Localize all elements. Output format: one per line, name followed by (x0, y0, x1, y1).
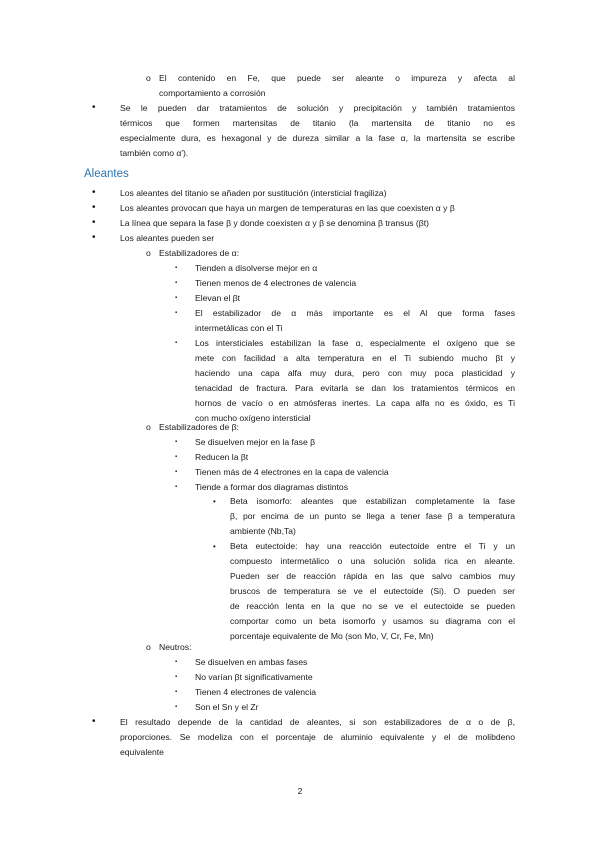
treatments-line: térmicos que formen martensitas de titanio (la martensita de titanio no es (120, 118, 515, 128)
circle-marker: o (146, 248, 151, 258)
list-item: comportar como un beta isomorfo y usamos su diagrama con el (230, 616, 515, 626)
list-item: Los aleantes pueden ser (120, 233, 215, 243)
square-marker: ▪ (175, 265, 178, 271)
list-item: Son el Sn y el Zr (195, 702, 259, 712)
treatments-line: Se le pueden dar tratamientos de solución y precipitación y también tratamientos (120, 103, 515, 113)
square-marker: ▪ (175, 659, 178, 665)
list-item: Pueden ser de reacción rápida en las que salvo cambios muy (230, 571, 515, 581)
list-item: mete con facilidad a alta temperatura en el Ti subiendo mucho βt y (195, 353, 515, 363)
list-item: Se disuelven en ambas fases (195, 657, 308, 667)
list-item: Se disuelven mejor en la fase β (195, 437, 316, 447)
page-number: 2 (297, 786, 303, 796)
bullet-marker: • (213, 542, 216, 551)
list-item: Tienen menos de 4 electrones de valencia (195, 278, 357, 288)
treatments-line: especialmente dura, es hexagonal y de dureza similar a la fase α, la martensita se escribe (120, 133, 515, 143)
list-item: Los intersticiales estabilizan la fase α, especialmente el oxígeno que se (195, 338, 515, 348)
square-marker: ▪ (175, 469, 178, 475)
conclusion-line: proporciones. Se modeliza con el porcentaje de aluminio equivalente y el de molibdeno (120, 732, 515, 742)
square-marker: ▪ (175, 689, 178, 695)
bullet-marker: • (92, 232, 96, 243)
list-item: de reacción lenta en la que no se ve el eutectoide se pueden (230, 601, 515, 611)
section-heading: Aleantes (84, 168, 129, 180)
bullet-marker: • (213, 497, 216, 506)
alpha-stabilizers-title: Estabilizadores de α: (159, 248, 239, 258)
bullet-marker: • (92, 187, 96, 198)
conclusion-line: El resultado depende de la cantidad de aleantes, si son estabilizadores de α o de β, (120, 717, 515, 727)
fe-item-line: El contenido en Fe, que puede ser aleante o impureza y afecta al (159, 73, 515, 83)
list-item: porcentaje equivalente de Mo (son Mo, V, Cr, Fe, Mn) (230, 631, 434, 641)
neutral-title: Neutros: (159, 642, 192, 652)
square-marker: ▪ (175, 280, 178, 286)
square-marker: ▪ (175, 704, 178, 710)
circle-marker: o (146, 73, 151, 83)
square-marker: ▪ (175, 340, 178, 346)
list-item: No varían βt significativamente (195, 672, 313, 682)
circle-marker: o (146, 642, 151, 652)
conclusion-line: equivalente (120, 747, 164, 757)
list-item: Los aleantes del titanio se añaden por sustitución (intersticial fragiliza) (120, 188, 387, 198)
bullet-marker: • (92, 716, 96, 727)
list-item: Tienen más de 4 electrones en la capa de valencia (195, 467, 389, 477)
list-item: compuesto intermetálico o una solución solida rica en aleante. (230, 556, 515, 566)
list-item: β, por encima de un punto se llega a tener fase β a temperatura (230, 511, 515, 521)
bullet-marker: • (92, 217, 96, 228)
beta-stabilizers-title: Estabilizadores de β: (159, 422, 239, 432)
list-item: ambiente (Nb,Ta) (230, 526, 296, 536)
bullet-marker: • (92, 202, 96, 213)
list-item: Beta eutectoide: hay una reacción eutectoide entre el Ti y un (230, 541, 515, 551)
list-item: Tienden a disolverse mejor en α (195, 263, 318, 273)
treatments-line: también como α′). (120, 148, 189, 158)
list-item: bruscos de temperatura se ve el eutectoide (Si). O pueden ser (230, 586, 515, 596)
square-marker: ▪ (175, 674, 178, 680)
list-item: Tienen 4 electrones de valencia (195, 687, 317, 697)
fe-item-line: comportamiento a corrosión (159, 88, 266, 98)
circle-marker: o (146, 422, 151, 432)
list-item: Tiende a formar dos diagramas distintos (195, 482, 349, 492)
square-marker: ▪ (175, 454, 178, 460)
list-item: La línea que separa la fase β y donde coexisten α y β se denomina β transus (βt) (120, 218, 429, 228)
list-item: intermetálicas con el Ti (195, 323, 283, 333)
list-item: Los aleantes provocan que haya un margen de temperaturas en las que coexisten α y β (120, 203, 455, 213)
square-marker: ▪ (175, 295, 178, 301)
bullet-marker: • (92, 102, 96, 113)
square-marker: ▪ (175, 310, 178, 316)
list-item: con mucho oxígeno intersticial (195, 413, 311, 423)
square-marker: ▪ (175, 439, 178, 445)
list-item: tenacidad de fractura. Para evitarla se dan los tratamientos térmicos en (195, 383, 515, 393)
list-item: El estabilizador de α más importante es el Al que forma fases (195, 308, 515, 318)
list-item: haciendo una capa alfa muy dura, pero con muy poca plasticidad y (195, 368, 515, 378)
list-item: hornos de vacío o en atmósferas inertes. La capa alfa no es óxido, es Ti (195, 398, 515, 408)
list-item: Elevan el βt (195, 293, 241, 303)
list-item: Beta isomorfo: aleantes que estabilizan completamente la fase (230, 496, 515, 506)
list-item: Reducen la βt (195, 452, 249, 462)
square-marker: ▪ (175, 484, 178, 490)
